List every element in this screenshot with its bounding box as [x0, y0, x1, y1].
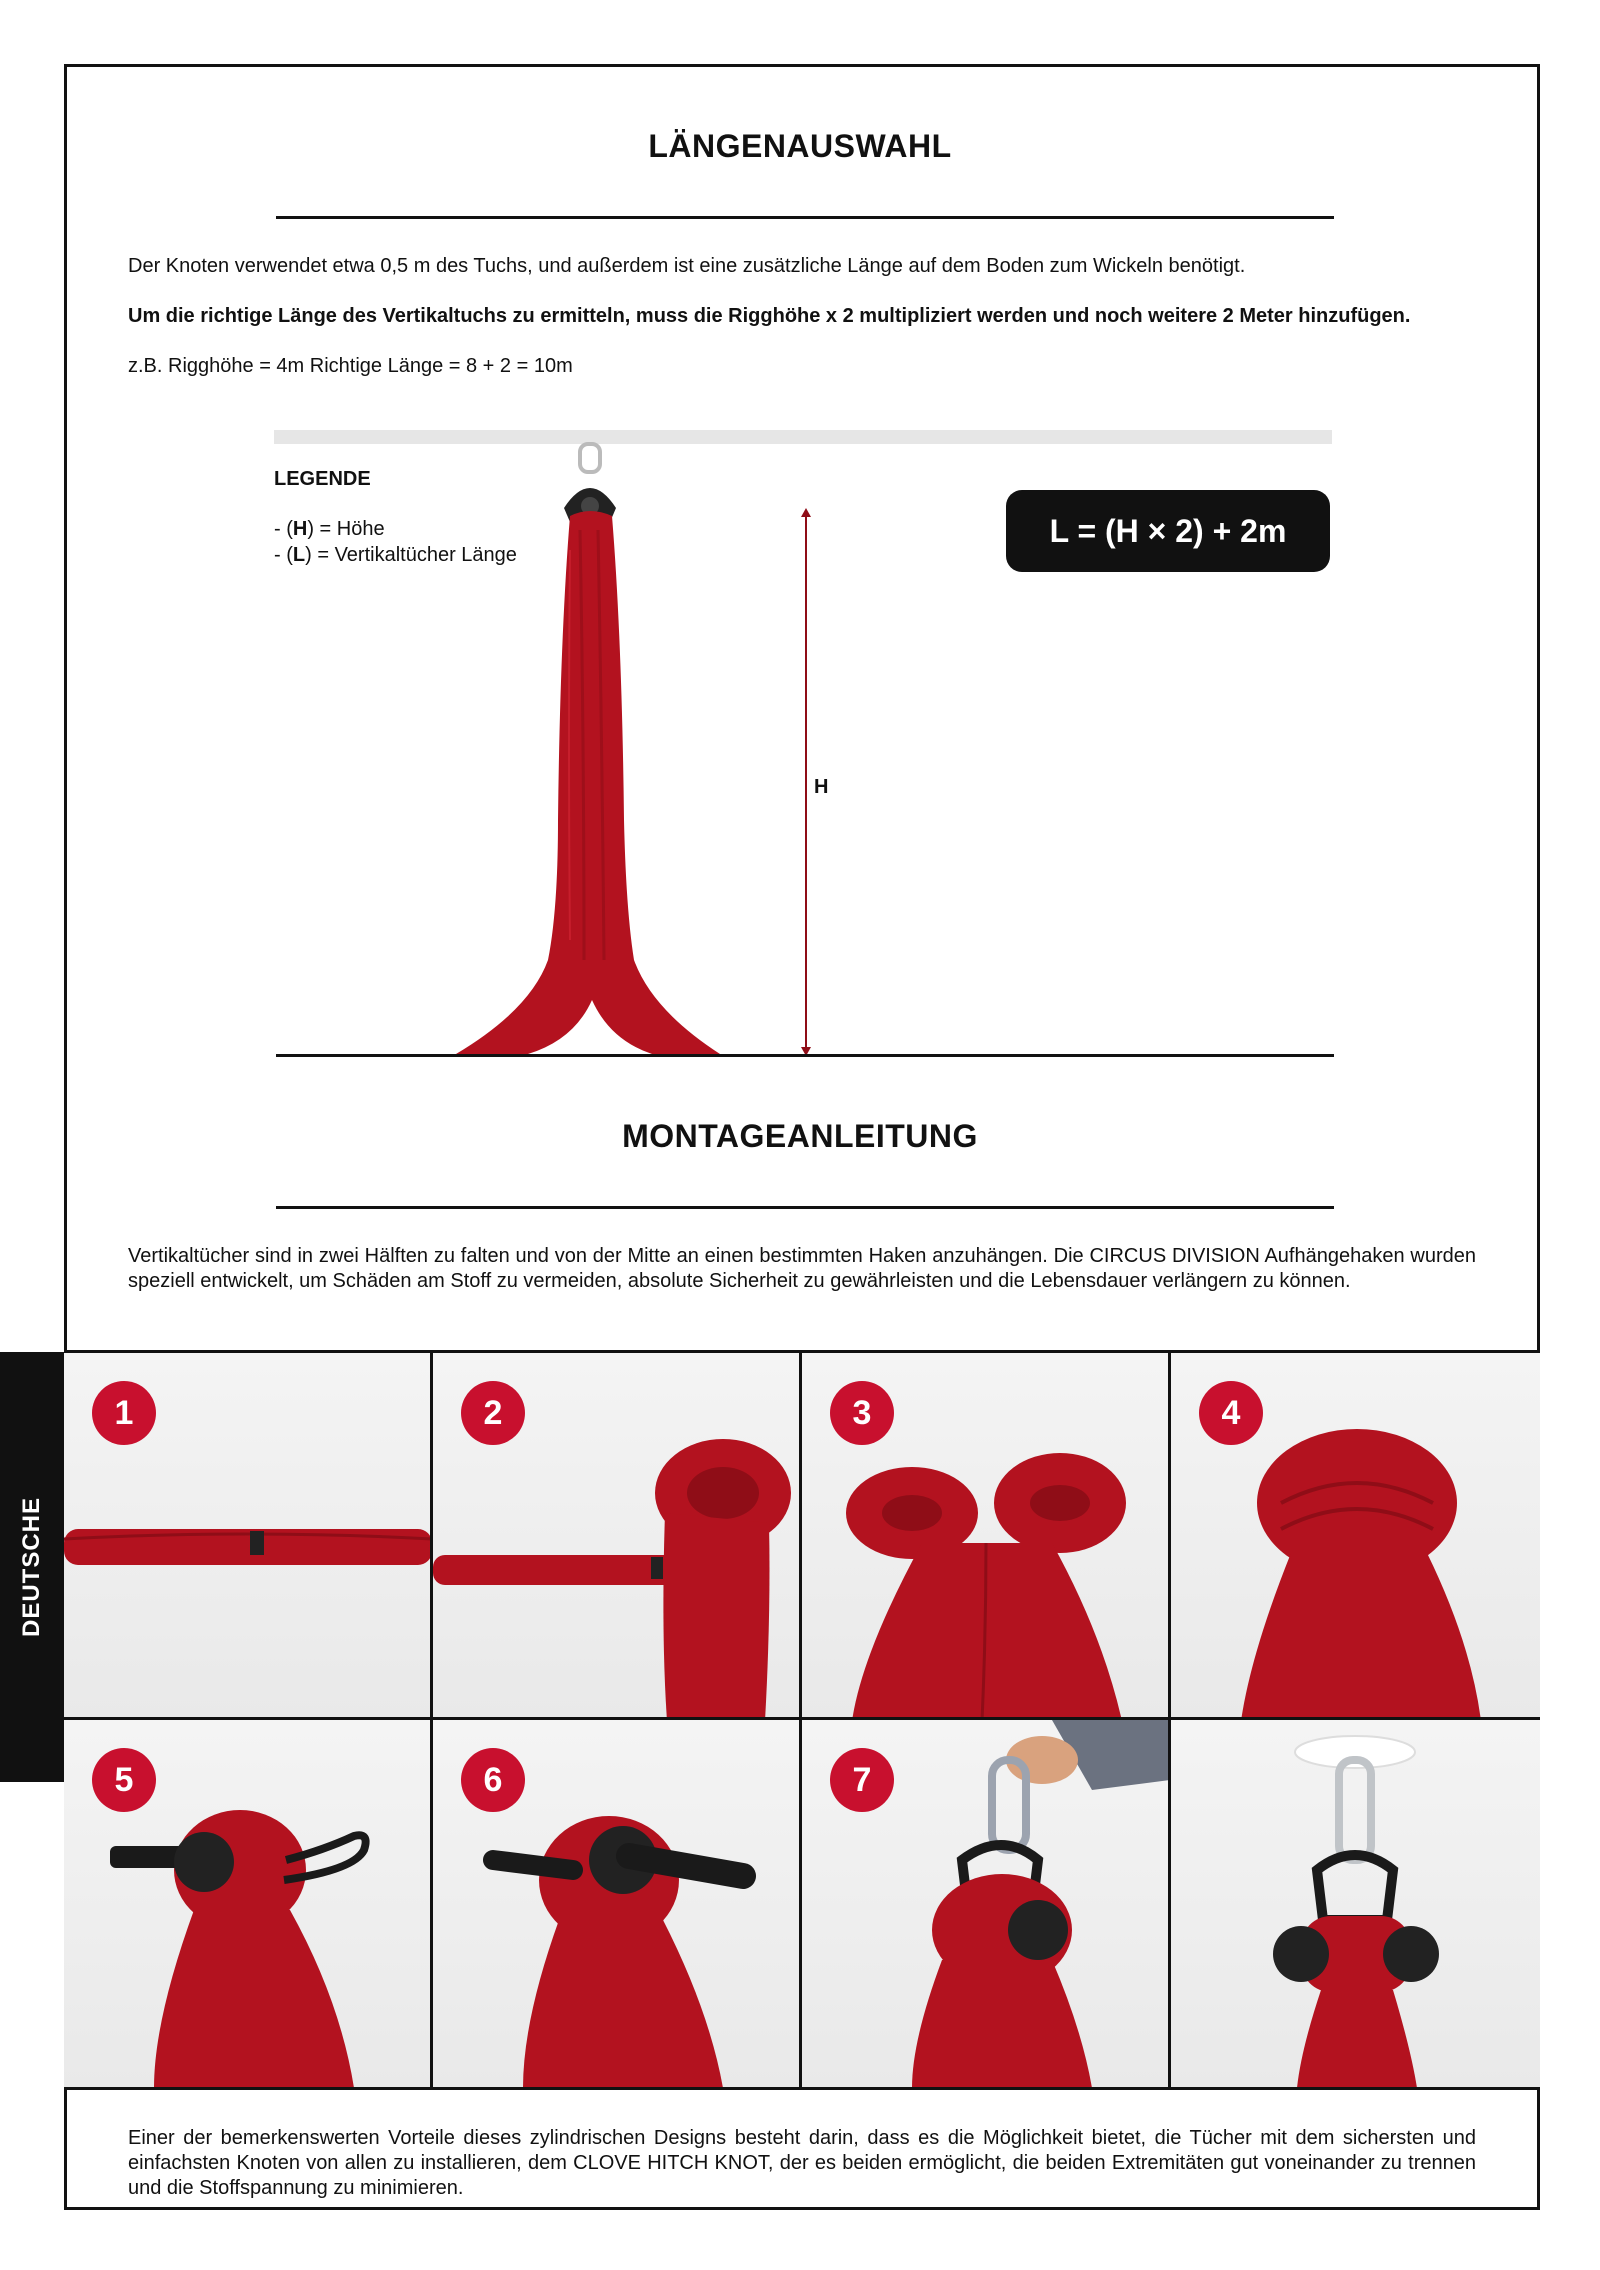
- step-number: 2: [461, 1381, 525, 1445]
- step-photo-1: [64, 1353, 433, 1720]
- footer-text: Einer der bemerkenswerten Vorteile dieses zylindrischen Designs besteht darin, dass es die Möglichkeit bietet, die Tücher mit dem sichersten und einfachsten Knoten von allen zu installieren, dem CLOVE HITCH KNOT, der es beiden ermöglicht, die beiden Extremitäten gut voneinander zu trennen und die Stoffspannung zu minimieren.: [128, 2127, 1476, 2199]
- steps-grid: [64, 1350, 1540, 2090]
- bold-instruction: Um die richtige Länge des Vertikaltuchs zu ermitteln, muss die Rigghöhe x 2 multipliziert werden und noch weitere 2 Meter hinzufügen.: [128, 305, 1411, 327]
- step-photo-5: [64, 1720, 433, 2087]
- step-photo-final: [1171, 1720, 1540, 2087]
- step-number: 6: [461, 1748, 525, 1812]
- formula-box: L = (H × 2) + 2m: [1006, 490, 1330, 572]
- title-rule: [276, 216, 1334, 219]
- intro-text: Der Knoten verwendet etwa 0,5 m des Tuchs, und außerdem ist eine zusätzliche Länge auf dem Boden zum Wickeln benötigt.: [128, 255, 1246, 277]
- step-photo-2: [433, 1353, 802, 1720]
- aerial-silk-illustration: [420, 440, 840, 1060]
- step-photo-6: [433, 1720, 802, 2087]
- step-number: 3: [830, 1381, 894, 1445]
- title-rule: [276, 1206, 1334, 1209]
- step-photo-7: [802, 1720, 1171, 2087]
- legend-title: LEGENDE: [274, 468, 371, 490]
- example-text: z.B. Rigghöhe = 4m Richtige Länge = 8 + 2 = 10m: [128, 355, 573, 377]
- step-number: 7: [830, 1748, 894, 1812]
- assembly-text: Vertikaltücher sind in zwei Hälften zu falten und von der Mitte an einen bestimmten Haken anzuhängen. Die CIRCUS DIVISION Aufhängehaken wurden speziell entwickelt, um Schäden am Stoff zu vermeiden, absolute Sicherheit zu gewährleisten und die Lebensdauer verlängern zu können.: [128, 1245, 1476, 1292]
- legend-item-height: - (H) = Höhe: [274, 518, 385, 540]
- height-arrow: [796, 508, 816, 1056]
- legend-item-length: - (L) = Vertikaltücher Länge: [274, 544, 517, 566]
- language-tab: DEUTSCHE: [0, 1352, 64, 1782]
- step-photo-3: [802, 1353, 1171, 1720]
- step-number: 4: [1199, 1381, 1263, 1445]
- hook-icon: [564, 444, 616, 522]
- floor-line: [276, 1054, 1334, 1057]
- step-number: 1: [92, 1381, 156, 1445]
- height-label: H: [814, 776, 829, 798]
- section-title-assembly: MONTAGEANLEITUNG: [622, 1118, 978, 1154]
- step-photo-4: [1171, 1353, 1540, 1720]
- section-title-length: LÄNGENAUSWAHL: [648, 128, 952, 164]
- step-number: 5: [92, 1748, 156, 1812]
